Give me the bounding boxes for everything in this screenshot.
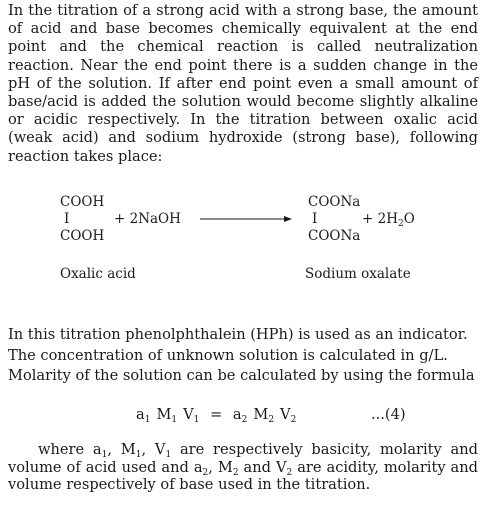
reactant-bond: I	[64, 211, 70, 227]
reagent-naoh: + 2NaOH	[114, 211, 181, 227]
method-line-1: In this titration phenolphthalein (HPh) is used as an indicator.	[8, 326, 468, 343]
method-paragraph	[8, 325, 478, 387]
molarity-formula: $a_1$ $M_1$ $V_1 = a_2$ $M_2$ $V_2$	[136, 406, 297, 425]
label-sodium-oxalate: Sodium oxalate	[305, 266, 411, 282]
method-line-3: Molarity of the solution can be calculated by using the formula	[8, 367, 475, 384]
reactant-top: COOH	[60, 194, 105, 210]
method-line-2: The concentration of unknown solution is calculated in g/L.	[8, 346, 448, 364]
definition-paragraph: where $a_1$, $M_1$, $V_1$ are respectively basicity, molarity and volume of acid used and $a_2$, $M_2$ and $V_2$ are acidity, molarity and volume respectively of base used in the titration.	[8, 441, 478, 493]
label-oxalic-acid: Oxalic acid	[60, 266, 136, 282]
product-bottom: COONa	[308, 228, 361, 244]
intro-paragraph: In the titration of a strong acid with a strong base, the amount of acid and base becomes chemically equivalent at the end point and the chemical reaction is called neutralization reaction. Near the end point there is a sudden change in the pH of the solution. If after end point even a small amount of base/acid is added the solution would become slightly alkaline or acidic respectively. In the titration between oxalic acid (weak acid) and sodium hydroxide (strong base), following reaction takes place:	[8, 2, 478, 165]
reactant-bottom: COOH	[60, 228, 105, 244]
reaction-arrow-icon	[200, 214, 292, 224]
equation-number: ...(4)	[371, 406, 406, 423]
water-product: + $2H_2O$	[362, 211, 415, 229]
product-bond: I	[312, 211, 318, 227]
product-top: COONa	[308, 194, 361, 210]
